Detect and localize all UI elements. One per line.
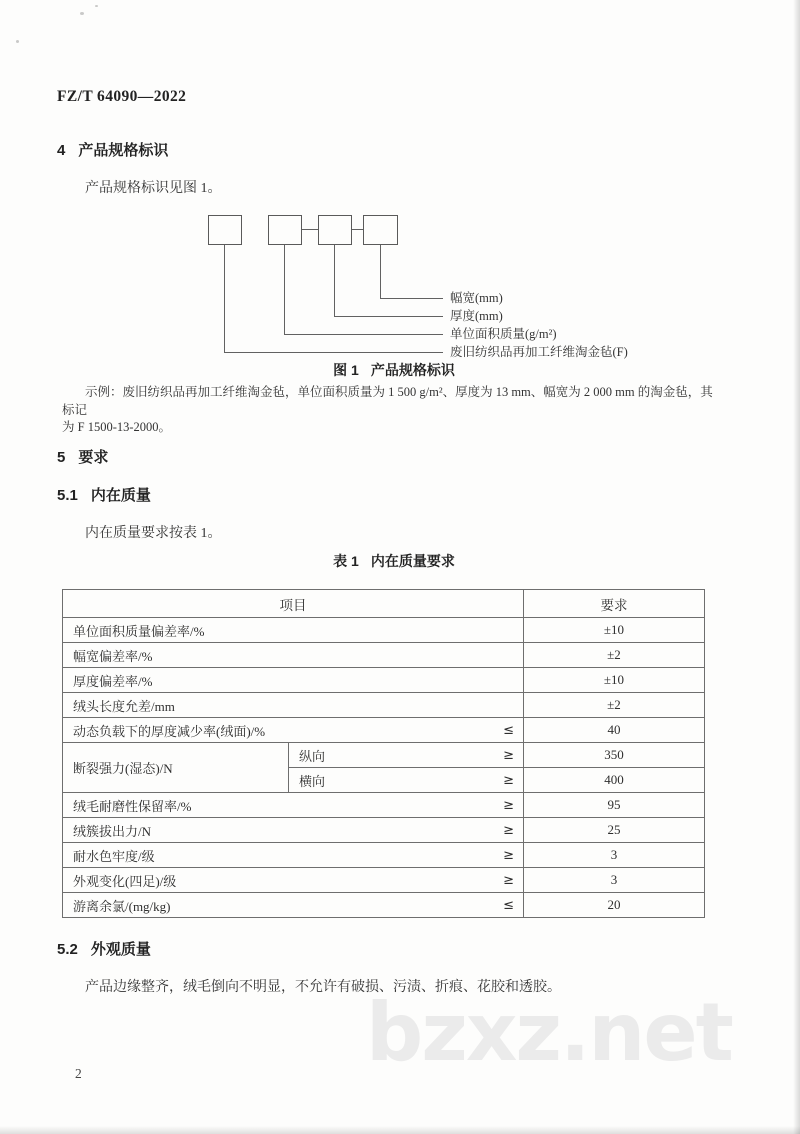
table-row [63,843,705,868]
spec-code-box-thickness [318,215,352,245]
requirement-value: 400 [524,768,705,793]
figure-label-width: 幅宽(mm) [450,291,503,305]
section-5-heading [57,446,108,467]
table-header-row [63,590,705,618]
section-4-heading [57,139,168,160]
item-label: 绒簇拔出力/N [73,823,152,839]
item-label: 单位面积质量偏差率/% [73,623,205,639]
spec-code-box-product [208,215,242,245]
figure-1-caption [0,360,788,380]
requirements-table [62,589,705,918]
sub-item-label: 横向 [299,773,326,789]
sub-item-label: 纵向 [299,748,326,764]
leader-line-vertical [334,245,335,316]
table-row [63,618,705,643]
connector-line [352,229,363,230]
figure-caption-title: 产品规格标识 [370,362,455,378]
leader-line-vertical [284,245,285,334]
requirement-value: 3 [524,843,705,868]
section-number: 5.2 [57,941,78,958]
relation-symbol: ≤ [503,722,514,738]
table-row [63,643,705,668]
item-label: 耐水色牢度/级 [73,848,155,864]
table-row [63,668,705,693]
relation-symbol: ≥ [503,847,514,863]
item-label: 断裂强力(湿态)/N [63,743,289,793]
section-5-1-body: 内在质量要求按表 1。 [85,526,222,541]
leader-line-horizontal [284,334,443,335]
page-edge-shadow-right [793,0,800,1134]
spec-code-box-unit-mass [268,215,302,245]
section-title: 外观质量 [90,941,151,958]
section-title: 产品规格标识 [78,142,169,159]
requirement-value: 95 [524,793,705,818]
example-note [62,384,714,437]
section-title: 要求 [78,449,109,466]
item-label: 厚度偏差率/% [73,673,153,689]
table-1-caption [0,551,788,571]
requirement-value: 20 [524,893,705,918]
section-4-intro: 产品规格标识见图 1。 [85,181,222,196]
table-row [63,718,705,743]
table-row [63,693,705,718]
requirement-value: 40 [524,718,705,743]
section-5-2-body: 产品边缘整齐，绒毛倒向不明显，不允许有破损、污渍、折痕、花胶和透胶。 [85,980,561,995]
table-row [63,893,705,918]
leader-line-vertical [380,245,381,298]
example-line-2: 为 F 1500-13-2000。 [62,420,172,434]
requirement-value: 25 [524,818,705,843]
page-number: 2 [75,1066,82,1081]
column-header-item: 项目 [63,590,524,618]
requirement-value: ±2 [524,693,705,718]
section-5-2-heading [57,938,151,959]
relation-symbol: ≥ [503,772,514,788]
figure-caption-number: 图 1 [333,362,359,378]
item-label: 游离余氯/(mg/kg) [73,898,171,914]
figure-label-unit-mass: 单位面积质量(g/m²) [450,327,557,341]
item-label: 外观变化(四足)/级 [73,873,177,889]
page-edge-shadow-bottom [0,1126,800,1134]
relation-symbol: ≥ [503,822,514,838]
requirement-value: ±10 [524,618,705,643]
item-label: 动态负载下的厚度减少率(绒面)/% [73,723,266,739]
standard-number: FZ/T 64090—2022 [57,88,187,105]
relation-symbol: ≥ [503,872,514,888]
relation-symbol: ≥ [503,797,514,813]
leader-line-horizontal [224,352,443,353]
item-label: 绒头长度允差/mm [73,698,175,714]
section-number: 4 [57,142,66,159]
example-line-1: 示例：废旧纺织品再加工纤维淘金毡，单位面积质量为 1 500 g/m²、厚度为 13 mm、幅宽为 2 000 mm 的淘金毡，其标记 [62,385,713,417]
requirement-value: ±2 [524,643,705,668]
item-label: 绒毛耐磨性保留率/% [73,798,192,814]
connector-line [302,229,318,230]
relation-symbol: ≤ [503,897,514,913]
figure-label-product: 废旧纺织品再加工纤维淘金毡(F) [450,345,628,359]
column-header-requirement: 要求 [524,590,705,618]
table-row [63,818,705,843]
section-number: 5.1 [57,487,78,504]
relation-symbol: ≥ [503,747,514,763]
table-row [63,743,705,768]
leader-line-horizontal [334,316,443,317]
requirement-value: ±10 [524,668,705,693]
section-title: 内在质量 [90,487,151,504]
scan-speck [95,5,98,7]
requirement-value: 3 [524,868,705,893]
item-label: 幅宽偏差率/% [73,648,153,664]
scan-speck [16,40,19,43]
requirement-value: 350 [524,743,705,768]
section-number: 5 [57,449,66,466]
figure-1-diagram [0,210,800,362]
table-row [63,793,705,818]
leader-line-horizontal [380,298,443,299]
figure-label-thickness: 厚度(mm) [450,309,503,323]
scan-speck [80,12,84,15]
section-5-1-heading [57,484,151,505]
leader-line-vertical [224,245,225,352]
table-row [63,868,705,893]
spec-code-box-width [363,215,398,245]
table-caption-number: 表 1 [333,553,359,569]
site-watermark: bzxz.net [366,986,732,1079]
table-caption-title: 内在质量要求 [370,553,455,569]
